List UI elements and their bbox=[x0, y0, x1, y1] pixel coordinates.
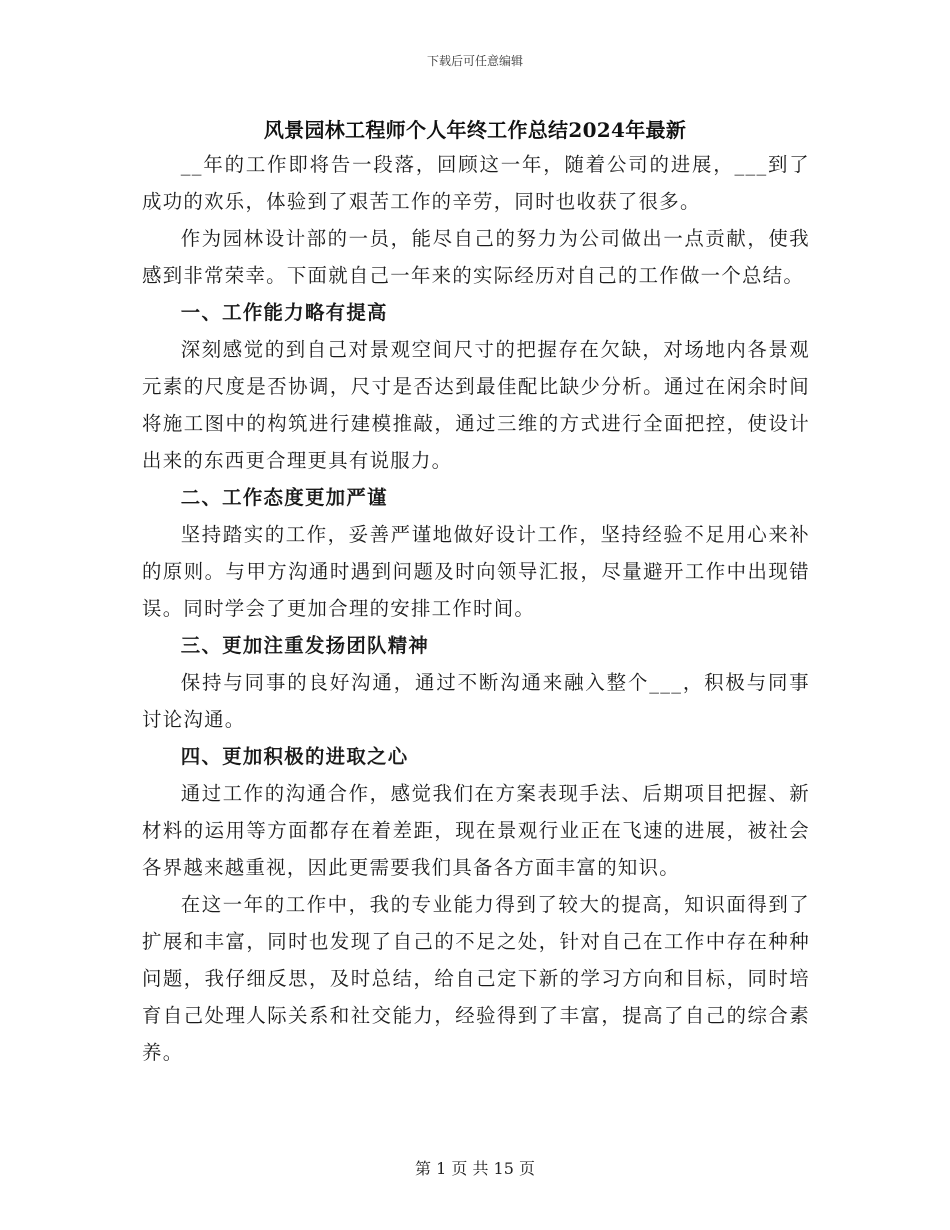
paragraph-section-2: 坚持踏实的工作，妥善严谨地做好设计工作，坚持经验不足用心来补的原则。与甲方沟通时遇到问题及时向领导汇报，尽量避开工作中出现错误。同时学会了更加合理的安排工作时间。 bbox=[142, 523, 810, 620]
paragraph-intro: __年的工作即将告一段落，回顾这一年，随着公司的进展，___到了成功的欢乐，体验到了艰苦工作的辛劳，同时也收获了很多。 bbox=[142, 153, 810, 213]
section-heading-3: 三、更加注重发扬团队精神 bbox=[180, 634, 430, 657]
paragraph-summary: 在这一年的工作中，我的专业能力得到了较大的提高，知识面得到了扩展和丰富，同时也发现了自己的不足之处，针对自己在工作中存在种种问题，我仔细反思，及时总结，给自己定下新的学习方向和目标，同时培育自己处理人际关系和社交能力，经验得到了丰富，提高了自己的综合素养。 bbox=[142, 893, 810, 1064]
page-number-footer: 第 1 页 共 15 页 bbox=[415, 1159, 535, 1178]
paragraph-section-4: 通过工作的沟通合作，感觉我们在方案表现手法、后期项目把握、新材料的运用等方面都存在着差距，现在景观行业正在飞速的进展，被社会各界越来越重视，因此更需要我们具备各方面丰富的知识。 bbox=[142, 782, 810, 879]
section-heading-2: 二、工作态度更加严谨 bbox=[180, 486, 388, 509]
header-note: 下载后可任意编辑 bbox=[426, 54, 523, 68]
section-heading-4: 四、更加积极的进取之心 bbox=[180, 745, 409, 768]
section-heading-1: 一、工作能力略有提高 bbox=[180, 301, 388, 324]
paragraph-section-3: 保持与同事的良好沟通，通过不断沟通来融入整个___，积极与同事讨论沟通。 bbox=[142, 671, 810, 731]
paragraph-role: 作为园林设计部的一员，能尽自己的努力为公司做出一点贡献，使我感到非常荣幸。下面就自己一年来的实际经历对自己的工作做一个总结。 bbox=[142, 227, 810, 287]
document-body bbox=[142, 146, 810, 1071]
document-title: 风景园林工程师个人年终工作总结2024年最新 bbox=[263, 118, 687, 142]
paragraph-section-1: 深刻感觉的到自己对景观空间尺寸的把握存在欠缺，对场地内各景观元素的尺度是否协调，尺寸是否达到最佳配比缺少分析。通过在闲余时间将施工图中的构筑进行建模推敲，通过三维的方式进行全面把控，使设计出来的东西更合理更具有说服力。 bbox=[142, 338, 810, 472]
